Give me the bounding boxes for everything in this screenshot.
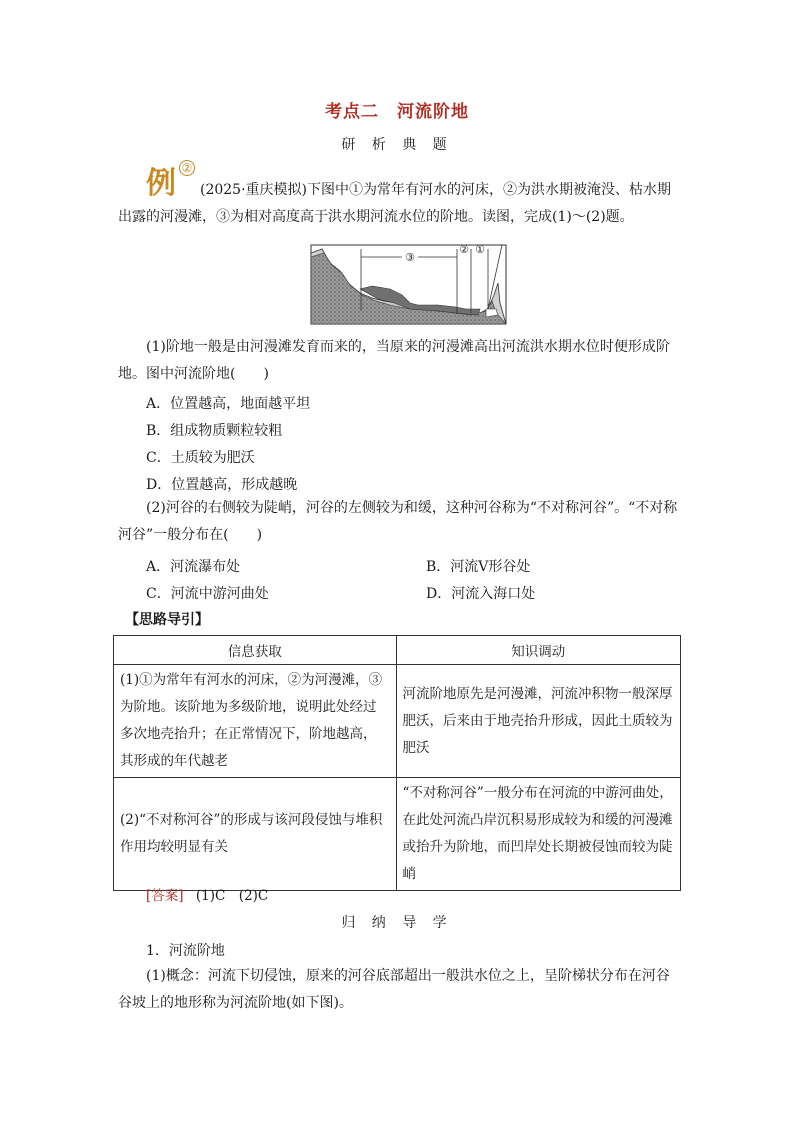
section-subtitle: 研 析 典 题 xyxy=(341,137,453,153)
q1-option-b: B．组成物质颗粒较粗 xyxy=(146,423,283,439)
q1-option-d: D．位置越高，形成越晚 xyxy=(146,477,298,493)
q2-option-d: D．河流入海口处 xyxy=(426,586,536,602)
page-title: 考点二 河流阶地 xyxy=(325,102,469,122)
q1-option-a: A．位置越高，地面越平坦 xyxy=(146,396,311,412)
header-knowledge: 知识调动 xyxy=(396,636,681,665)
guide-table xyxy=(113,635,681,891)
answer-line xyxy=(146,884,268,904)
row2-info: (2)“不对称河谷”的形成与该河段侵蚀与堆积作用均较明显有关 xyxy=(114,778,397,891)
label-floodplain: ② xyxy=(459,243,469,256)
table-row xyxy=(114,665,681,778)
guide-label: 【思路导引】 xyxy=(125,612,209,628)
row1-info: (1)①为常年有河水的河床，②为河漫滩，③为阶地。该阶地为多级阶地，说明此处经过多次地壳抬升；在正常情况下，阶地越高，其形成的年代越老 xyxy=(114,665,397,778)
row2-knowledge: “不对称河谷”一般分布在河流的中游河曲处，在此处河流凸岸沉积易形成较为和缓的河漫滩或抬升为阶地，而凹岸处长期被侵蚀而较为陡峭 xyxy=(396,778,681,891)
concept-paragraph: (1)概念：河流下切侵蚀，原来的河谷底部超出一般洪水位之上，呈阶梯状分布在河谷谷坡上的地形称为河流阶地(如下图)。 xyxy=(118,968,670,1011)
table-header-row xyxy=(114,636,681,665)
q1-option-c: C．土质较为肥沃 xyxy=(146,450,255,466)
example-number: ② xyxy=(179,160,195,176)
table-row xyxy=(114,778,681,891)
answer-text: (1)C (2)C xyxy=(195,888,269,904)
river-terrace-figure xyxy=(310,243,520,327)
q2-option-a: A．河流瀑布处 xyxy=(146,559,241,575)
question-1-stem: (1)阶地一般是由河漫滩发育而来的，当原来的河漫滩高出河流洪水期水位时便形成阶地。图中河流阶地( ) xyxy=(118,339,670,382)
label-riverbed: ① xyxy=(475,243,485,256)
q2-option-c: C．河流中游河曲处 xyxy=(146,586,269,602)
row1-knowledge: 河流阶地原先是河漫滩，河流冲积物一般深厚肥沃，后来由于地壳抬升形成，因此土质较为肥沃 xyxy=(396,665,681,778)
question-2-stem: (2)河谷的右侧较为陡峭，河谷的左侧较为和缓，这种河谷称为“不对称河谷”。“不对称河谷”一般分布在( ) xyxy=(118,500,678,543)
summary-heading: 1．河流阶地 xyxy=(146,943,225,959)
header-info: 信息获取 xyxy=(114,636,397,665)
summary-subtitle: 归 纳 导 学 xyxy=(341,915,453,931)
example-intro: (2025·重庆模拟)下图中①为常年有河水的河床，②为洪水期被淹没、枯水期出露的河漫滩，③为相对高度高于洪水期河流水位的阶地。读图，完成(1)～(2)题。 xyxy=(118,182,672,225)
label-terrace: ③ xyxy=(405,251,415,264)
q2-option-b: B．河流V形谷处 xyxy=(426,559,531,575)
answer-label: [答案] xyxy=(146,888,184,904)
example-mark: 例 xyxy=(146,166,176,201)
